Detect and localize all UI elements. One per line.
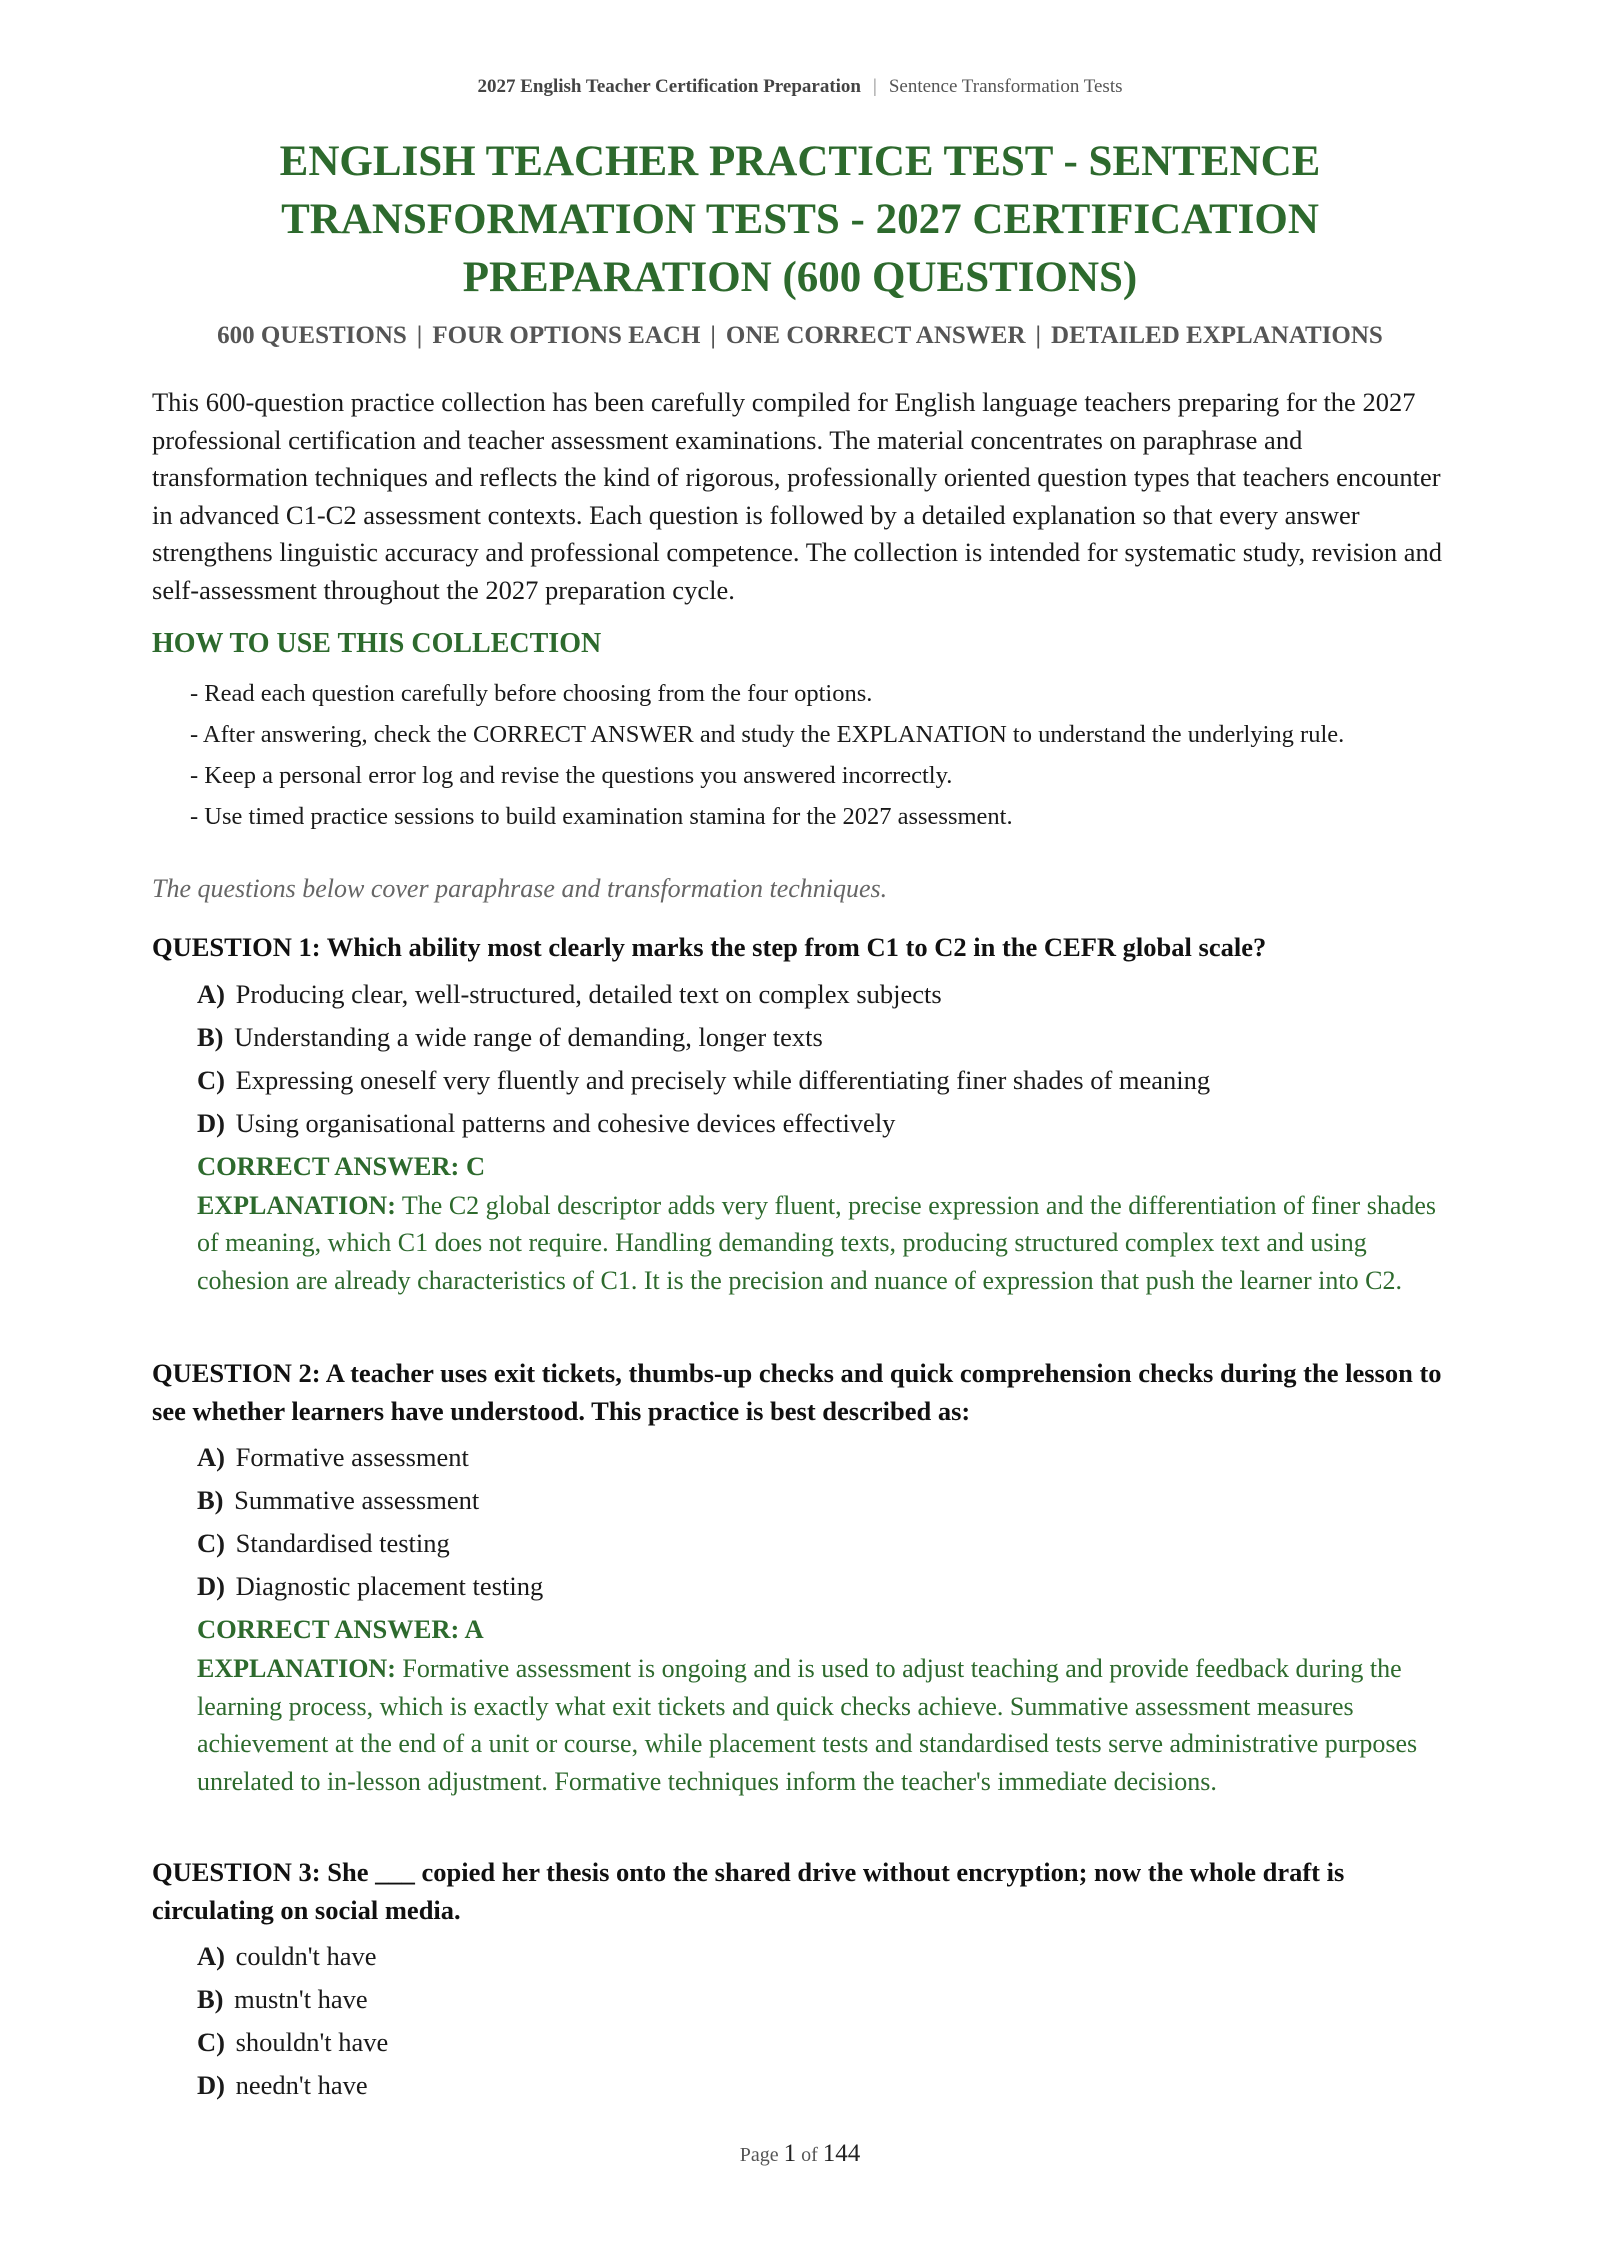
option-text: Expressing oneself very fluently and precisely while differentiating finer shades of meaning	[235, 1064, 1211, 1095]
option-item	[197, 1102, 1442, 1145]
howto-item: - Use timed practice sessions to build examination stamina for the 2027 assessment.	[190, 803, 1013, 830]
option-item	[197, 1565, 1442, 1608]
option-letter: B)	[197, 1984, 224, 2014]
subtitle-separator: |	[1035, 322, 1042, 349]
howto-list	[152, 676, 1460, 840]
subtitle-item: FOUR OPTIONS EACH	[432, 322, 701, 349]
option-item	[197, 2064, 1442, 2107]
explanation-text: The C2 global descriptor adds very fluent, precise expression and the differentiation of finer shades of meaning, which C1 does not require. Handling demanding texts, producing structured complex text and using cohesion are already characteristics of C1. It is the precision and nuance of expression that push the learner into C2.	[197, 1190, 1437, 1295]
question-title: QUESTION 3: She ___ copied her thesis onto the shared drive without encryption; now the whole draft is circulating on social media.	[152, 1857, 1345, 1925]
option-letter: B)	[197, 1485, 224, 1515]
option-letter: A)	[197, 1442, 225, 1472]
howto-item: - Keep a personal error log and revise the questions you answered incorrectly.	[190, 762, 953, 789]
running-header	[0, 76, 1600, 98]
option-text: Formative assessment	[235, 1442, 469, 1472]
howto-item: - After answering, check the CORRECT ANSWER and study the EXPLANATION to understand the underlying rule.	[190, 721, 1345, 748]
question-block	[152, 1854, 1442, 2107]
subtitle-separator: |	[710, 322, 716, 349]
document-subtitle	[0, 322, 1600, 350]
option-letter: A)	[197, 978, 225, 1009]
explanation-text: Formative assessment is ongoing and is used to adjust teaching and provide feedback during the learning process, which is exactly what exit tickets and quick checks achieve. Summative assessment measures achievement at the end of a unit or course, while placement tests and standardised tests serve administrative purposes unrelated to in-lesson adjustment. Formative techniques inform the teacher's immediate decisions.	[197, 1654, 1418, 1796]
option-text: couldn't have	[235, 1941, 377, 1971]
explanation	[152, 1187, 1442, 1300]
option-text: Producing clear, well-structured, detailed text on complex subjects	[235, 978, 942, 1009]
option-text: Standardised testing	[235, 1528, 450, 1558]
subtitle-item: DETAILED EXPLANATIONS	[1051, 322, 1383, 349]
explanation	[152, 1650, 1442, 1800]
page-label: Page	[739, 2144, 779, 2166]
option-text: needn't have	[235, 2070, 368, 2100]
option-letter: D)	[197, 1107, 225, 1138]
option-item	[197, 1436, 1442, 1479]
header-separator: |	[873, 76, 877, 97]
page-footer	[0, 2140, 1600, 2168]
subtitle-item: ONE CORRECT ANSWER	[725, 322, 1026, 349]
correct-answer: CORRECT ANSWER: C	[197, 1150, 486, 1181]
option-text: shouldn't have	[235, 2027, 389, 2057]
option-text: Using organisational patterns and cohesive devices effectively	[235, 1107, 896, 1138]
correct-answer: CORRECT ANSWER: A	[197, 1614, 484, 1644]
explanation-label: EXPLANATION:	[197, 1190, 396, 1220]
option-letter: C)	[197, 1064, 225, 1095]
option-letter: C)	[197, 2027, 225, 2057]
option-list	[152, 973, 1442, 1145]
option-item	[197, 973, 1442, 1016]
option-list	[152, 1436, 1442, 1608]
option-letter: C)	[197, 1528, 225, 1558]
header-right: Sentence Transformation Tests	[888, 76, 1123, 97]
option-text: Understanding a wide range of demanding, longer texts	[234, 1021, 823, 1052]
page-number: 1	[783, 2140, 797, 2167]
option-letter: D)	[197, 2070, 225, 2100]
question-title: QUESTION 1: Which ability most clearly marks the step from C1 to C2 in the CEFR global scale?	[152, 932, 1267, 962]
option-text: Summative assessment	[234, 1485, 480, 1515]
subtitle-item: 600 QUESTIONS	[217, 322, 407, 349]
option-item	[197, 2021, 1442, 2064]
option-letter: B)	[197, 1021, 224, 1052]
option-letter: D)	[197, 1571, 225, 1601]
option-item	[197, 1978, 1442, 2021]
page-of-label: of	[801, 2144, 818, 2166]
option-text: Diagnostic placement testing	[235, 1571, 544, 1601]
question-block	[152, 1355, 1442, 1800]
option-list	[152, 1935, 1442, 2107]
explanation-label: EXPLANATION:	[197, 1654, 396, 1683]
document-title: ENGLISH TEACHER PRACTICE TEST - SENTENCE TRANSFORMATION TESTS - 2027 CERTIFICATION PREPARATION (600 QUESTIONS)	[279, 138, 1321, 301]
header-left: 2027 English Teacher Certification Preparation	[477, 76, 861, 97]
option-item	[197, 1016, 1442, 1059]
howto-heading: HOW TO USE THIS COLLECTION	[152, 628, 602, 659]
option-text: mustn't have	[234, 1984, 368, 2014]
howto-note: The questions below cover paraphrase and transformation techniques.	[152, 874, 888, 903]
option-letter: A)	[197, 1941, 225, 1971]
question-title: QUESTION 2: A teacher uses exit tickets, thumbs-up checks and quick comprehension checks during the lesson to see whether learners have understood. This practice is best described as:	[152, 1358, 1442, 1426]
option-item	[197, 1059, 1442, 1102]
option-item	[197, 1935, 1442, 1978]
question-block	[152, 929, 1442, 1299]
howto-item: - Read each question carefully before choosing from the four options.	[190, 680, 873, 707]
option-item	[197, 1479, 1442, 1522]
subtitle-separator: |	[416, 322, 423, 349]
page-total: 144	[822, 2140, 861, 2167]
option-item	[197, 1522, 1442, 1565]
intro-paragraph: This 600-question practice collection has been carefully compiled for English language teachers preparing for the 2027 professional certification and teacher assessment examinations. The material concentrates on paraphrase and transformation techniques and reflects the kind of rigorous, professionally oriented question types that teachers encounter in advanced C1-C2 assessment contexts. Each question is followed by a detailed explanation so that every answer strengthens linguistic accuracy and professional competence. The collection is intended for systematic study, revision and self-assessment throughout the 2027 preparation cycle.	[152, 387, 1443, 605]
